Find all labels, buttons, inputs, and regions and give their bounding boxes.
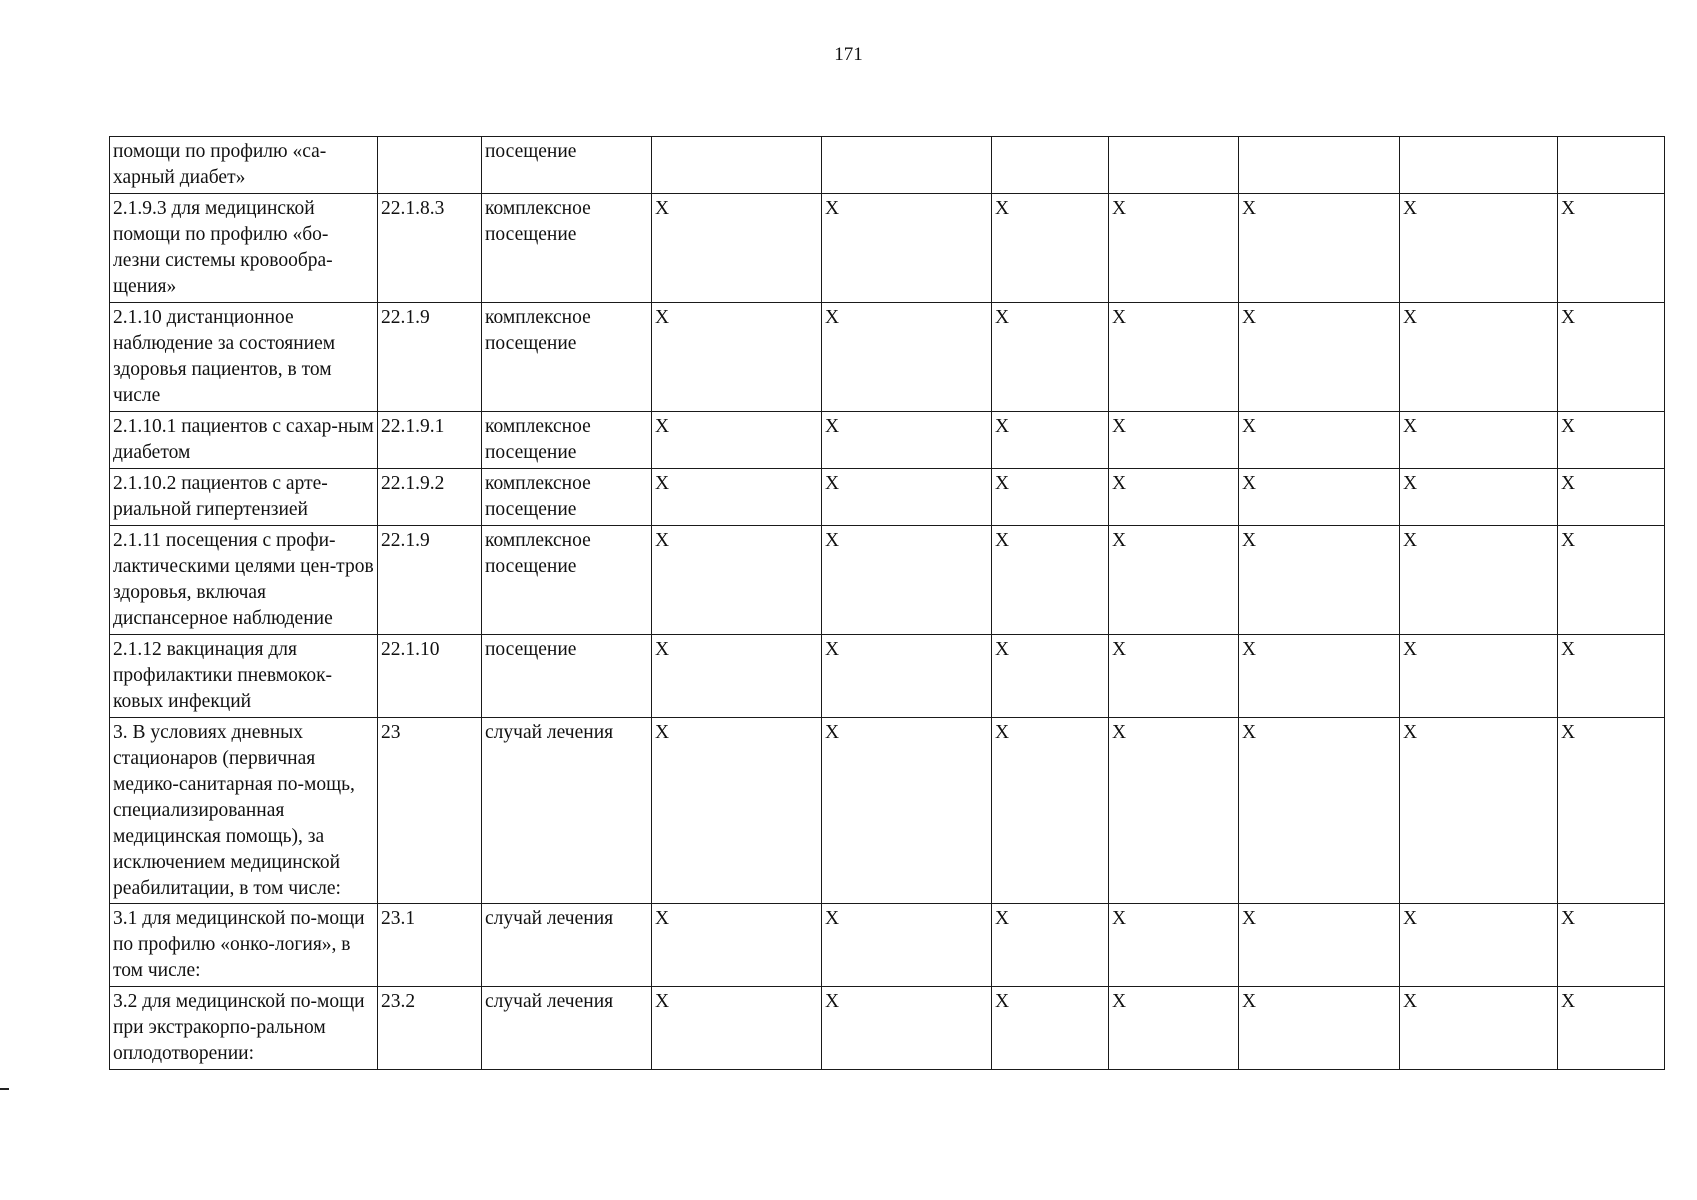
name-cell: 2.1.10 дистанционное наблюдение за состоянием здоровья пациентов, в том числе [110,303,378,412]
mark-cell: X [1239,194,1400,303]
unit-cell: случай лечения [482,987,652,1070]
mark-cell: X [1239,718,1400,904]
mark-cell: X [822,987,992,1070]
mark-cell: X [1400,904,1558,987]
mark-cell: X [1109,635,1239,718]
mark-cell: X [992,194,1109,303]
unit-cell: случай лечения [482,718,652,904]
mark-cell: X [1109,526,1239,635]
code-cell: 23.2 [378,987,482,1070]
code-cell [378,137,482,194]
table-row [110,635,1665,718]
mark-cell: X [1239,412,1400,469]
mark-cell: X [1558,194,1665,303]
mark-cell: X [1239,469,1400,526]
mark-cell [1400,137,1558,194]
mark-cell: X [1239,526,1400,635]
table-row [110,526,1665,635]
mark-cell: X [652,194,822,303]
name-cell: 3.2 для медицинской по-мощи при экстракорпо-ральном оплодотворении: [110,987,378,1070]
name-cell: 2.1.9.3 для медицинской помощи по профилю «бо-лезни системы кровообра-щения» [110,194,378,303]
unit-cell: комплексное посещение [482,303,652,412]
mark-cell [1558,137,1665,194]
mark-cell: X [1558,718,1665,904]
mark-cell: X [1109,987,1239,1070]
mark-cell: X [822,526,992,635]
mark-cell: X [822,194,992,303]
margin-mark [0,1088,9,1090]
code-cell: 22.1.9 [378,526,482,635]
mark-cell: X [1109,303,1239,412]
name-cell: 2.1.10.2 пациентов с арте-риальной гипертензией [110,469,378,526]
mark-cell: X [1400,718,1558,904]
mark-cell: X [652,635,822,718]
mark-cell: X [1400,526,1558,635]
mark-cell: X [822,904,992,987]
mark-cell: X [1400,194,1558,303]
mark-cell: X [822,412,992,469]
code-cell: 22.1.10 [378,635,482,718]
name-cell: помощи по профилю «са- харный диабет» [110,137,378,194]
unit-cell: посещение [482,137,652,194]
code-cell: 23 [378,718,482,904]
mark-cell: X [652,526,822,635]
mark-cell: X [1400,303,1558,412]
mark-cell: X [822,469,992,526]
name-cell: 3. В условиях дневных стационаров (первичная медико-санитарная по-мощь, специализированная медицинская помощь), за исключением медицинской реабилитации, в том числе: [110,718,378,904]
mark-cell: X [822,635,992,718]
table-row [110,987,1665,1070]
mark-cell: X [1239,904,1400,987]
mark-cell: X [1239,635,1400,718]
mark-cell: X [1109,469,1239,526]
mark-cell: X [992,718,1109,904]
mark-cell: X [1400,469,1558,526]
mark-cell: X [992,412,1109,469]
mark-cell: X [992,303,1109,412]
mark-cell [822,137,992,194]
page-number: 171 [834,44,863,65]
table-row [110,137,1665,194]
name-cell: 2.1.12 вакцинация для профилактики пневмокок-ковых инфекций [110,635,378,718]
code-cell: 22.1.8.3 [378,194,482,303]
mark-cell: X [1109,194,1239,303]
mark-cell: X [992,526,1109,635]
table-row [110,412,1665,469]
mark-cell: X [1109,718,1239,904]
table-row [110,194,1665,303]
mark-cell: X [1558,635,1665,718]
name-cell: 2.1.10.1 пациентов с сахар-ным диабетом [110,412,378,469]
mark-cell: X [1558,987,1665,1070]
code-cell: 22.1.9.1 [378,412,482,469]
table-row [110,904,1665,987]
mark-cell: X [822,303,992,412]
mark-cell: X [1558,303,1665,412]
mark-cell: X [1558,412,1665,469]
table-row [110,718,1665,904]
mark-cell: X [1400,987,1558,1070]
mark-cell: X [1239,303,1400,412]
name-cell: 3.1 для медицинской по-мощи по профилю «онко-логия», в том числе: [110,904,378,987]
table-row [110,303,1665,412]
mark-cell: X [822,718,992,904]
mark-cell [1109,137,1239,194]
code-cell: 23.1 [378,904,482,987]
mark-cell: X [652,904,822,987]
mark-cell: X [1400,635,1558,718]
code-cell: 22.1.9 [378,303,482,412]
mark-cell: X [992,469,1109,526]
mark-cell [992,137,1109,194]
mark-cell: X [1109,904,1239,987]
mark-cell: X [992,635,1109,718]
unit-cell: комплексное посещение [482,469,652,526]
mark-cell: X [1558,526,1665,635]
code-cell: 22.1.9.2 [378,469,482,526]
unit-cell: комплексное посещение [482,194,652,303]
mark-cell: X [652,412,822,469]
mark-cell: X [1400,412,1558,469]
mark-cell: X [992,904,1109,987]
mark-cell: X [652,469,822,526]
unit-cell: посещение [482,635,652,718]
mark-cell: X [652,303,822,412]
data-table [109,136,1665,1070]
name-cell: 2.1.11 посещения с профи-лактическими целями цен-тров здоровья, включая диспансерное наблюдение [110,526,378,635]
mark-cell: X [1239,987,1400,1070]
mark-cell: X [992,987,1109,1070]
mark-cell [652,137,822,194]
unit-cell: комплексное посещение [482,412,652,469]
mark-cell: X [1109,412,1239,469]
table-row [110,469,1665,526]
mark-cell: X [652,987,822,1070]
unit-cell: случай лечения [482,904,652,987]
mark-cell: X [652,718,822,904]
unit-cell: комплексное посещение [482,526,652,635]
mark-cell: X [1558,904,1665,987]
mark-cell: X [1558,469,1665,526]
mark-cell [1239,137,1400,194]
